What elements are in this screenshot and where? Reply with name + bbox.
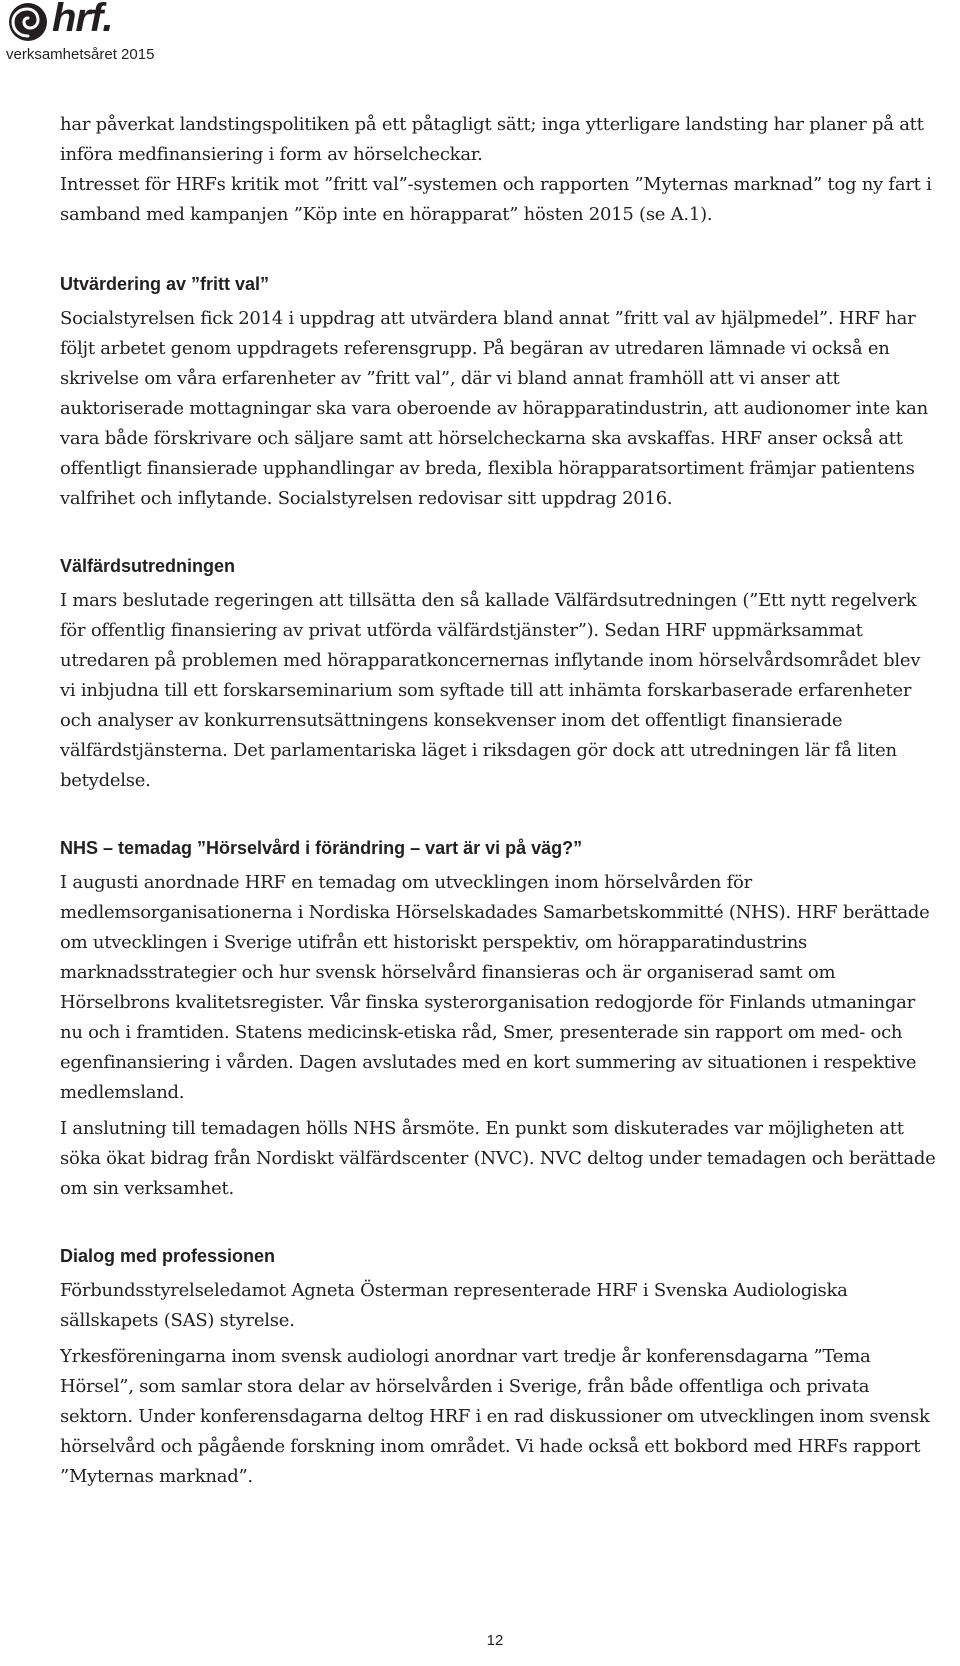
main-content	[60, 110, 936, 1492]
intro-paragraph-2: Intresset för HRFs kritik mot ”fritt val”-systemen och rapporten ”Myternas marknad” tog ny fart i samband med kampanjen ”Köp inte en hörapparat” hösten 2015 (se A.1).	[60, 174, 932, 225]
page-number: 12	[486, 1632, 504, 1649]
section-heading-dialog: Dialog med professionen	[60, 1246, 276, 1266]
year-label: verksamhetsåret 2015	[6, 46, 155, 63]
section-utvardering-paragraph: Socialstyrelsen fick 2014 i uppdrag att utvärdera bland annat ”fritt val av hjälpmedel”. HRF har följt arbetet genom uppdragets referensgrupp. På begäran av utredaren lämnade vi också en skrivelse om våra erfarenheter av ”fritt val”, där vi bland annat framhöll att vi anser att auktoriserade mottagningar ska vara oberoende av hörapparatindustrin, att audionomer inte kan vara både förskrivare och säljare samt att hörselcheckarna ska avskaffas. HRF anser också att offentligt finansierade upphandlingar av breda, flexibla hörapparatsortiment främjar patientens valfrihet och inflytande. Socialstyrelsen redovisar sitt uppdrag 2016.	[60, 308, 928, 509]
page-header	[0, 0, 220, 70]
section-dialog-paragraph-2: Yrkesföreningarna inom svensk audiologi anordnar vart tredje år konferensdagarna ”Tema Hörsel”, som samlar stora delar av hörselvården i Sverige, från både offentliga och privata sektorn. Under konferensdagarna deltog HRF i en rad diskussioner om utvecklingen inom svensk hörselvård och pågående forskning inom området. Vi hade också ett bokbord med HRFs rapport ”Myternas marknad”.	[60, 1346, 930, 1487]
section-nhs-paragraph-1: I augusti anordnade HRF en temadag om utvecklingen inom hörselvården för medlemsorganisationerna i Nordiska Hörselskadades Samarbetskommitté (NHS). HRF berättade om utvecklingen i Sverige utifrån ett historiskt perspektiv, om hörapparatindustrins marknadsstrategier och hur svensk hörselvård finansieras och är organiserad samt om Hörselbrons kvalitetsregister. Vår finska systerorganisation redogjorde för Finlands utmaningar nu och i framtiden. Statens medicinsk-etiska råd, Smer, presenterade sin rapport om med- och egenfinansiering i vården. Dagen avslutades med en kort summering av situationen i respektive medlemsland.	[60, 872, 930, 1103]
section-heading-nhs: NHS – temadag ”Hörselvård i förändring – vart är vi på väg?”	[60, 838, 583, 858]
section-nhs-paragraph-2: I anslutning till temadagen hölls NHS årsmöte. En punkt som diskuterades var möjligheten att söka ökat bidrag från Nordiskt välfärdscenter (NVC). NVC deltog under temadagen och berättade om sin verksamhet.	[60, 1118, 936, 1199]
logo-text: hrf.	[52, 0, 113, 40]
section-valfardsutredningen-paragraph: I mars beslutade regeringen att tillsätta den så kallade Välfärdsutredningen (”Ett nytt regelverk för offentlig finansiering av privat utförda välfärdstjänster”). Sedan HRF uppmärksammat utredaren på problemen med hörapparatkoncernernas inflytande inom hörselvårdsområdet blev vi inbjudna till ett forskarseminarium som syftade till att inhämta forskarbaserade erfarenheter och analyser av konkurrensutsättningens konsekvenser inom det offentligt finansierade välfärdstjänsterna. Det parlamentariska läget i riksdagen gör dock att utredningen lär få liten betydelse.	[60, 590, 921, 791]
section-heading-utvardering: Utvärdering av ”fritt val”	[60, 274, 270, 294]
section-heading-valfardsutredningen: Välfärdsutredningen	[60, 556, 236, 576]
intro-paragraph-1: har påverkat landstingspolitiken på ett påtagligt sätt; inga ytterligare landsting har planer på att införa medfinansiering i form av hörselcheckar.	[60, 114, 924, 165]
section-dialog-paragraph-1: Förbundsstyrelseledamot Agneta Österman representerade HRF i Svenska Audiologiska sällskapets (SAS) styrelse.	[60, 1280, 848, 1331]
